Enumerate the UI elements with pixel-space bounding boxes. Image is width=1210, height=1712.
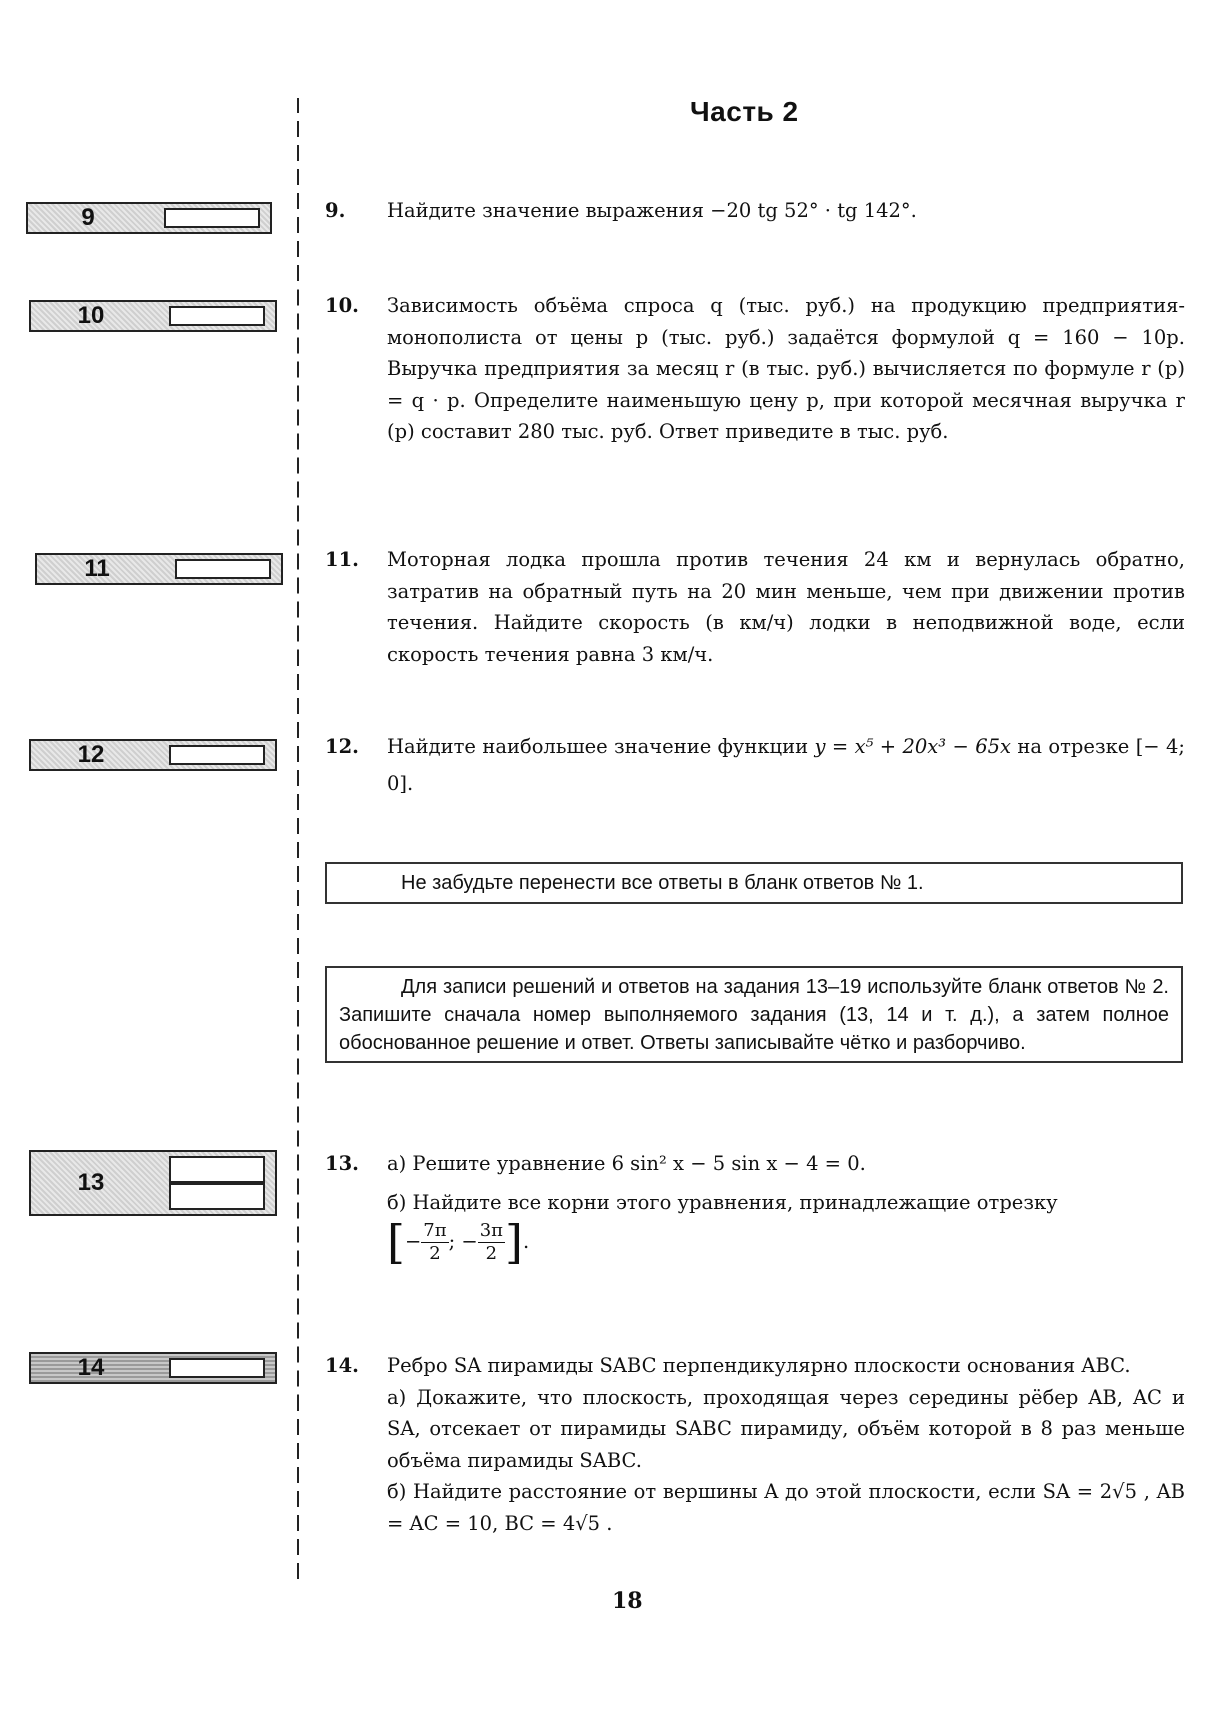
task-10	[325, 290, 1185, 448]
answer-field-12[interactable]	[169, 745, 265, 765]
task-intro: Ребро SA пирамиды SABC перпендикулярно плоскости основания ABC.	[387, 1354, 1131, 1377]
answer-box-9	[26, 202, 272, 234]
answer-box-number: 14	[77, 1354, 105, 1381]
task-9	[325, 195, 1185, 227]
task-number: 9.	[325, 199, 346, 222]
task-number: 12.	[325, 735, 359, 758]
task-11	[325, 544, 1185, 670]
task-part-a: а) Решите уравнение 6 sin² x − 5 sin x − 4 = 0.	[387, 1152, 866, 1175]
task-12	[325, 728, 1185, 802]
task-text: Моторная лодка прошла против течения 24 км и вернулась обратно, затратив на обратный путь на 20 мин меньше, чем при движении против течения. Найдите скорость (в км/ч) лодки в неподвижной воде, если скорость течения равна 3 км/ч.	[387, 548, 1185, 666]
answer-box-number: 12	[77, 741, 105, 768]
task-expression: −20 tg 52° · tg 142°.	[710, 199, 917, 222]
task-text: Найдите значение выражения	[387, 199, 711, 222]
answer-box-number: 11	[84, 555, 110, 582]
instructions-notice: Для записи решений и ответов на задания 13–19 используйте бланк ответов № 2. Запишите сначала номер выполняемого задания (13, 14 и т. д.), а затем полное обоснованное решение и ответ. Ответы записывайте чётко и разборчиво.	[325, 966, 1183, 1063]
task-number: 10.	[325, 294, 359, 317]
task-number: 11.	[325, 548, 359, 571]
task-14	[325, 1350, 1185, 1539]
task-tail: на отрезке [− 4; 0].	[387, 735, 1185, 795]
page-number: 18	[612, 1588, 643, 1614]
interval: [− $\frac{7\pi}{2}$ ; − $\frac{3\pi}{2}$ ].	[387, 1214, 530, 1269]
task-text: Зависимость объёма спроса q (тыс. руб.) на продукцию предприятия-монополиста от цены p (тыс. руб.) задаётся формулой q = 160 − 10p. Выручка предприятия за месяц r (в тыс. руб.) вычисляется по формуле r (p) = q · p. Определите наименьшую цену p, при которой месячная выручка r (p) составит 280 тыс. руб. Ответ приведите в тыс. руб.	[387, 294, 1185, 443]
answer-box-14	[29, 1352, 277, 1384]
cut-line	[297, 98, 299, 1580]
answer-box-number: 13	[77, 1169, 105, 1196]
task-13	[325, 1148, 1185, 1269]
answer-field-13b[interactable]	[169, 1183, 265, 1210]
function-expression: y = x⁵ + 20x³ − 65x	[814, 735, 1012, 758]
answer-box-11	[35, 553, 283, 585]
transfer-notice: Не забудьте перенести все ответы в бланк ответов № 1.	[325, 862, 1183, 904]
task-text: Найдите наибольшее значение функции	[387, 735, 815, 758]
answer-field-10[interactable]	[169, 306, 265, 326]
answer-field-11[interactable]	[175, 559, 271, 579]
answer-field-13a[interactable]	[169, 1156, 265, 1183]
answer-box-13	[29, 1150, 277, 1216]
answer-box-10	[29, 300, 277, 332]
task-part-a: а) Докажите, что плоскость, проходящая через середины рёбер AB, AC и SA, отсекает от пирамиды SABC пирамиду, объём которой в 8 раз меньше объёма пирамиды SABC.	[387, 1385, 1185, 1472]
answer-box-12	[29, 739, 277, 771]
answer-field-14[interactable]	[169, 1358, 265, 1378]
answer-box-number: 10	[77, 302, 105, 329]
answer-field-9[interactable]	[164, 208, 260, 228]
task-part-b: б) Найдите все корни этого уравнения, принадлежащие отрезку	[387, 1190, 1058, 1214]
task-number: 13.	[325, 1152, 359, 1175]
task-part-b: б) Найдите расстояние от вершины A до этой плоскости, если SA = 2√5 , AB = AC = 10, BC = 4√5 .	[387, 1480, 1185, 1535]
answer-box-number: 9	[81, 204, 95, 231]
task-number: 14.	[325, 1354, 359, 1377]
page-title: Часть 2	[690, 96, 799, 127]
